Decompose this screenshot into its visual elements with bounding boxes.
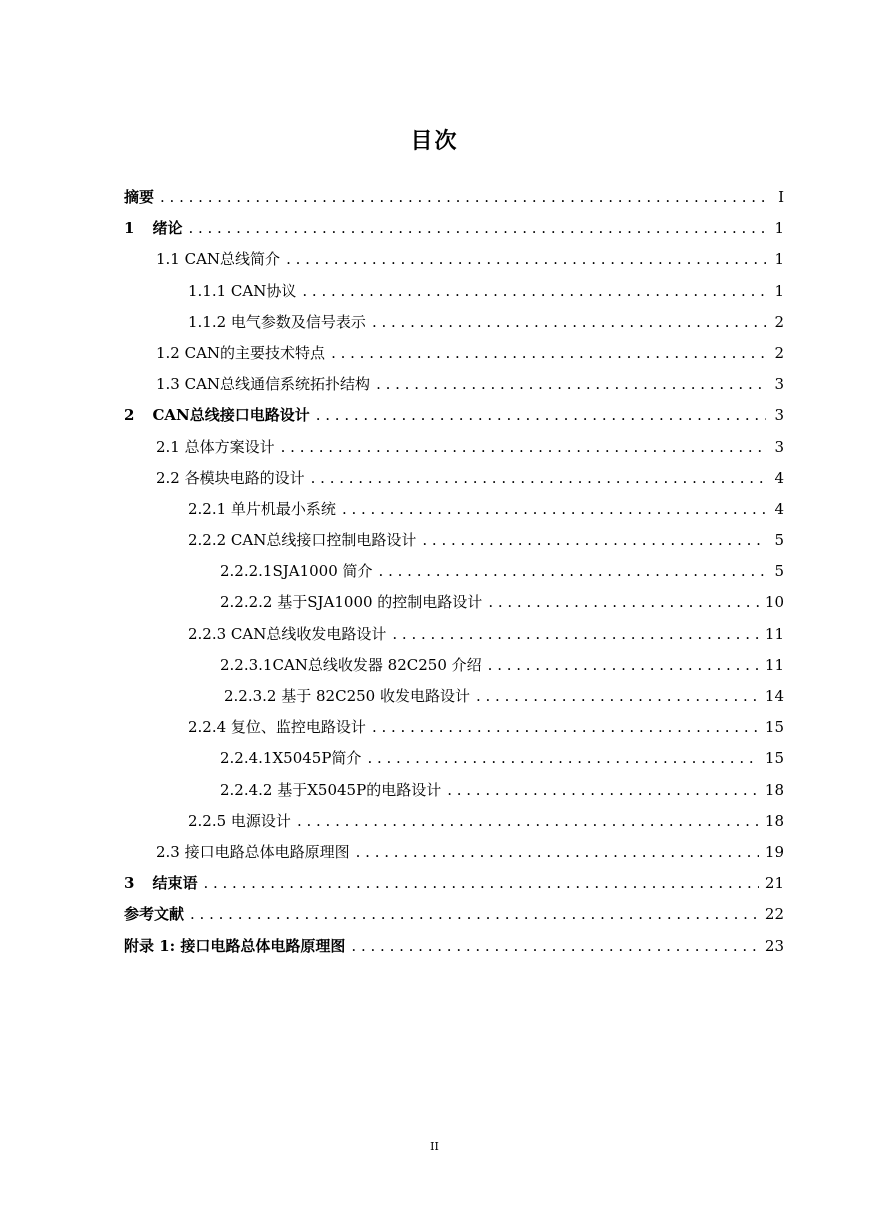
toc-entry-label: 1.1.2 电气参数及信号表示	[188, 312, 366, 331]
toc-entry-2-2-2-2[interactable]	[124, 591, 784, 622]
toc-entry-1-2[interactable]	[124, 342, 784, 373]
dot-leader	[447, 781, 759, 799]
toc-page-number: 2	[774, 343, 784, 362]
toc-page-number: 1	[774, 219, 784, 238]
toc-page-number: 3	[774, 375, 784, 394]
toc-entry-references[interactable]	[124, 903, 784, 934]
toc-entry-label: 参考文献	[124, 905, 185, 924]
dot-leader	[351, 937, 758, 955]
toc-entry-1-1-1[interactable]	[124, 280, 784, 311]
dot-leader	[188, 219, 766, 237]
dot-leader	[379, 562, 766, 580]
toc-entry-label: 结束语	[152, 874, 198, 893]
toc-page-number: 18	[764, 811, 784, 830]
toc-entry-2-2-1[interactable]	[124, 498, 784, 529]
toc-page-number: 1	[774, 250, 784, 269]
toc-entry-2-2-4-2[interactable]	[124, 779, 784, 810]
toc-entry-label: 2.2 各模块电路的设计	[156, 468, 305, 487]
dot-leader	[286, 250, 766, 268]
toc-entry-1-1[interactable]	[124, 248, 784, 279]
toc-page-number: 3	[774, 437, 784, 456]
toc-entry-label: 1.1.1 CAN协议	[188, 281, 297, 300]
dot-leader	[488, 593, 759, 611]
toc-entry-chapter-2[interactable]	[124, 404, 784, 435]
toc-page-number: I	[778, 188, 784, 206]
dot-leader	[302, 282, 766, 300]
toc-entry-2-1[interactable]	[124, 436, 784, 467]
toc-page-number: 3	[774, 406, 784, 425]
toc-page-number: 15	[764, 749, 784, 768]
toc-page-number: 11	[764, 655, 784, 674]
toc-entry-2-2-4[interactable]	[124, 716, 784, 747]
toc-entry-1-3[interactable]	[124, 373, 784, 404]
dot-leader	[372, 313, 766, 331]
toc-page-number: 5	[774, 562, 784, 581]
dot-leader	[488, 656, 759, 674]
toc-page-number: 14	[764, 687, 784, 705]
toc-page-number: 1	[774, 281, 784, 300]
toc-page-number: 22	[764, 905, 784, 924]
toc-entry-2-2-2-1[interactable]	[124, 560, 784, 591]
toc-entry-label: 2.2.3.2 基于 82C250 收发电路设计	[224, 687, 470, 705]
toc-entry-label: 1.3 CAN总线通信系统拓扑结构	[156, 375, 371, 394]
toc-entry-label: 2.2.3 CAN总线收发电路设计	[188, 624, 387, 643]
dot-leader	[203, 874, 758, 892]
toc-chapter-number: 1	[124, 219, 135, 238]
toc-entry-label: 附录 1: 接口电路总体电路原理图	[124, 936, 346, 955]
toc-entry-label: 摘要	[124, 188, 155, 206]
toc-page-number: 15	[764, 718, 784, 737]
dot-leader	[342, 500, 766, 518]
toc-entry-label: 2.3 接口电路总体电路原理图	[156, 842, 350, 861]
dot-leader	[376, 375, 766, 393]
toc-page-number: 5	[774, 531, 784, 550]
dot-leader	[160, 188, 766, 206]
toc-page-number: 2	[774, 312, 784, 331]
toc-entry-2-2-5[interactable]	[124, 810, 784, 841]
toc-entry-label: 2.2.4 复位、监控电路设计	[188, 718, 366, 737]
dot-leader	[331, 344, 766, 362]
toc-entry-label: 1.1 CAN总线简介	[156, 250, 281, 269]
table-of-contents	[124, 186, 784, 966]
toc-page-number: 4	[774, 468, 784, 487]
toc-entry-label: 2.2.1 单片机最小系统	[188, 499, 336, 518]
toc-entry-1-1-2[interactable]	[124, 311, 784, 342]
toc-entry-2-2-3-1[interactable]	[124, 654, 784, 685]
toc-entry-label: 1.2 CAN的主要技术特点	[156, 343, 326, 362]
toc-entry-appendix-1[interactable]	[124, 935, 784, 966]
toc-entry-label: 2.2.4.1X5045P简介	[220, 749, 362, 768]
dot-leader	[316, 406, 766, 424]
toc-page-number: 18	[764, 780, 784, 799]
toc-page-number: 21	[764, 874, 784, 893]
toc-page-number: 19	[764, 842, 784, 861]
toc-entry-2-2-2[interactable]	[124, 529, 784, 560]
toc-entry-2-2-4-1[interactable]	[124, 747, 784, 778]
toc-entry-label: CAN总线接口电路设计	[152, 406, 310, 425]
toc-entry-label: 2.2.2.2 基于SJA1000 的控制电路设计	[220, 593, 483, 612]
toc-entry-chapter-1[interactable]	[124, 217, 784, 248]
dot-leader	[372, 718, 759, 736]
toc-entry-2-2[interactable]	[124, 467, 784, 498]
toc-entry-abstract[interactable]	[124, 186, 784, 217]
page-title: 目次	[410, 128, 459, 154]
dot-leader	[476, 687, 759, 705]
toc-entry-2-2-3-2[interactable]	[124, 685, 784, 716]
toc-entry-label: 2.2.3.1CAN总线收发器 82C250 介绍	[220, 655, 482, 674]
toc-entry-2-2-3[interactable]	[124, 623, 784, 654]
toc-chapter-number: 3	[124, 874, 135, 893]
toc-page-number: 11	[764, 624, 784, 643]
dot-leader	[297, 812, 759, 830]
toc-entry-label: 2.2.5 电源设计	[188, 811, 291, 830]
dot-leader	[356, 843, 759, 861]
toc-entry-label: 2.1 总体方案设计	[156, 437, 275, 456]
dot-leader	[281, 438, 766, 456]
toc-page-number: 10	[764, 593, 784, 612]
toc-entry-label: 绪论	[152, 219, 183, 238]
dot-leader	[392, 625, 759, 643]
toc-entry-2-3[interactable]	[124, 841, 784, 872]
toc-entry-label: 2.2.2 CAN总线接口控制电路设计	[188, 531, 417, 550]
toc-entry-label: 2.2.4.2 基于X5045P的电路设计	[220, 780, 442, 799]
toc-page-number: 23	[764, 936, 784, 955]
page-number-footer: II	[430, 1140, 439, 1153]
dot-leader	[311, 469, 766, 487]
toc-entry-label: 2.2.2.1SJA1000 简介	[220, 562, 373, 581]
toc-page-number: 4	[774, 499, 784, 518]
toc-chapter-number: 2	[124, 406, 135, 425]
dot-leader	[367, 749, 758, 767]
toc-entry-chapter-3[interactable]	[124, 872, 784, 903]
dot-leader	[422, 531, 766, 549]
dot-leader	[190, 905, 759, 923]
